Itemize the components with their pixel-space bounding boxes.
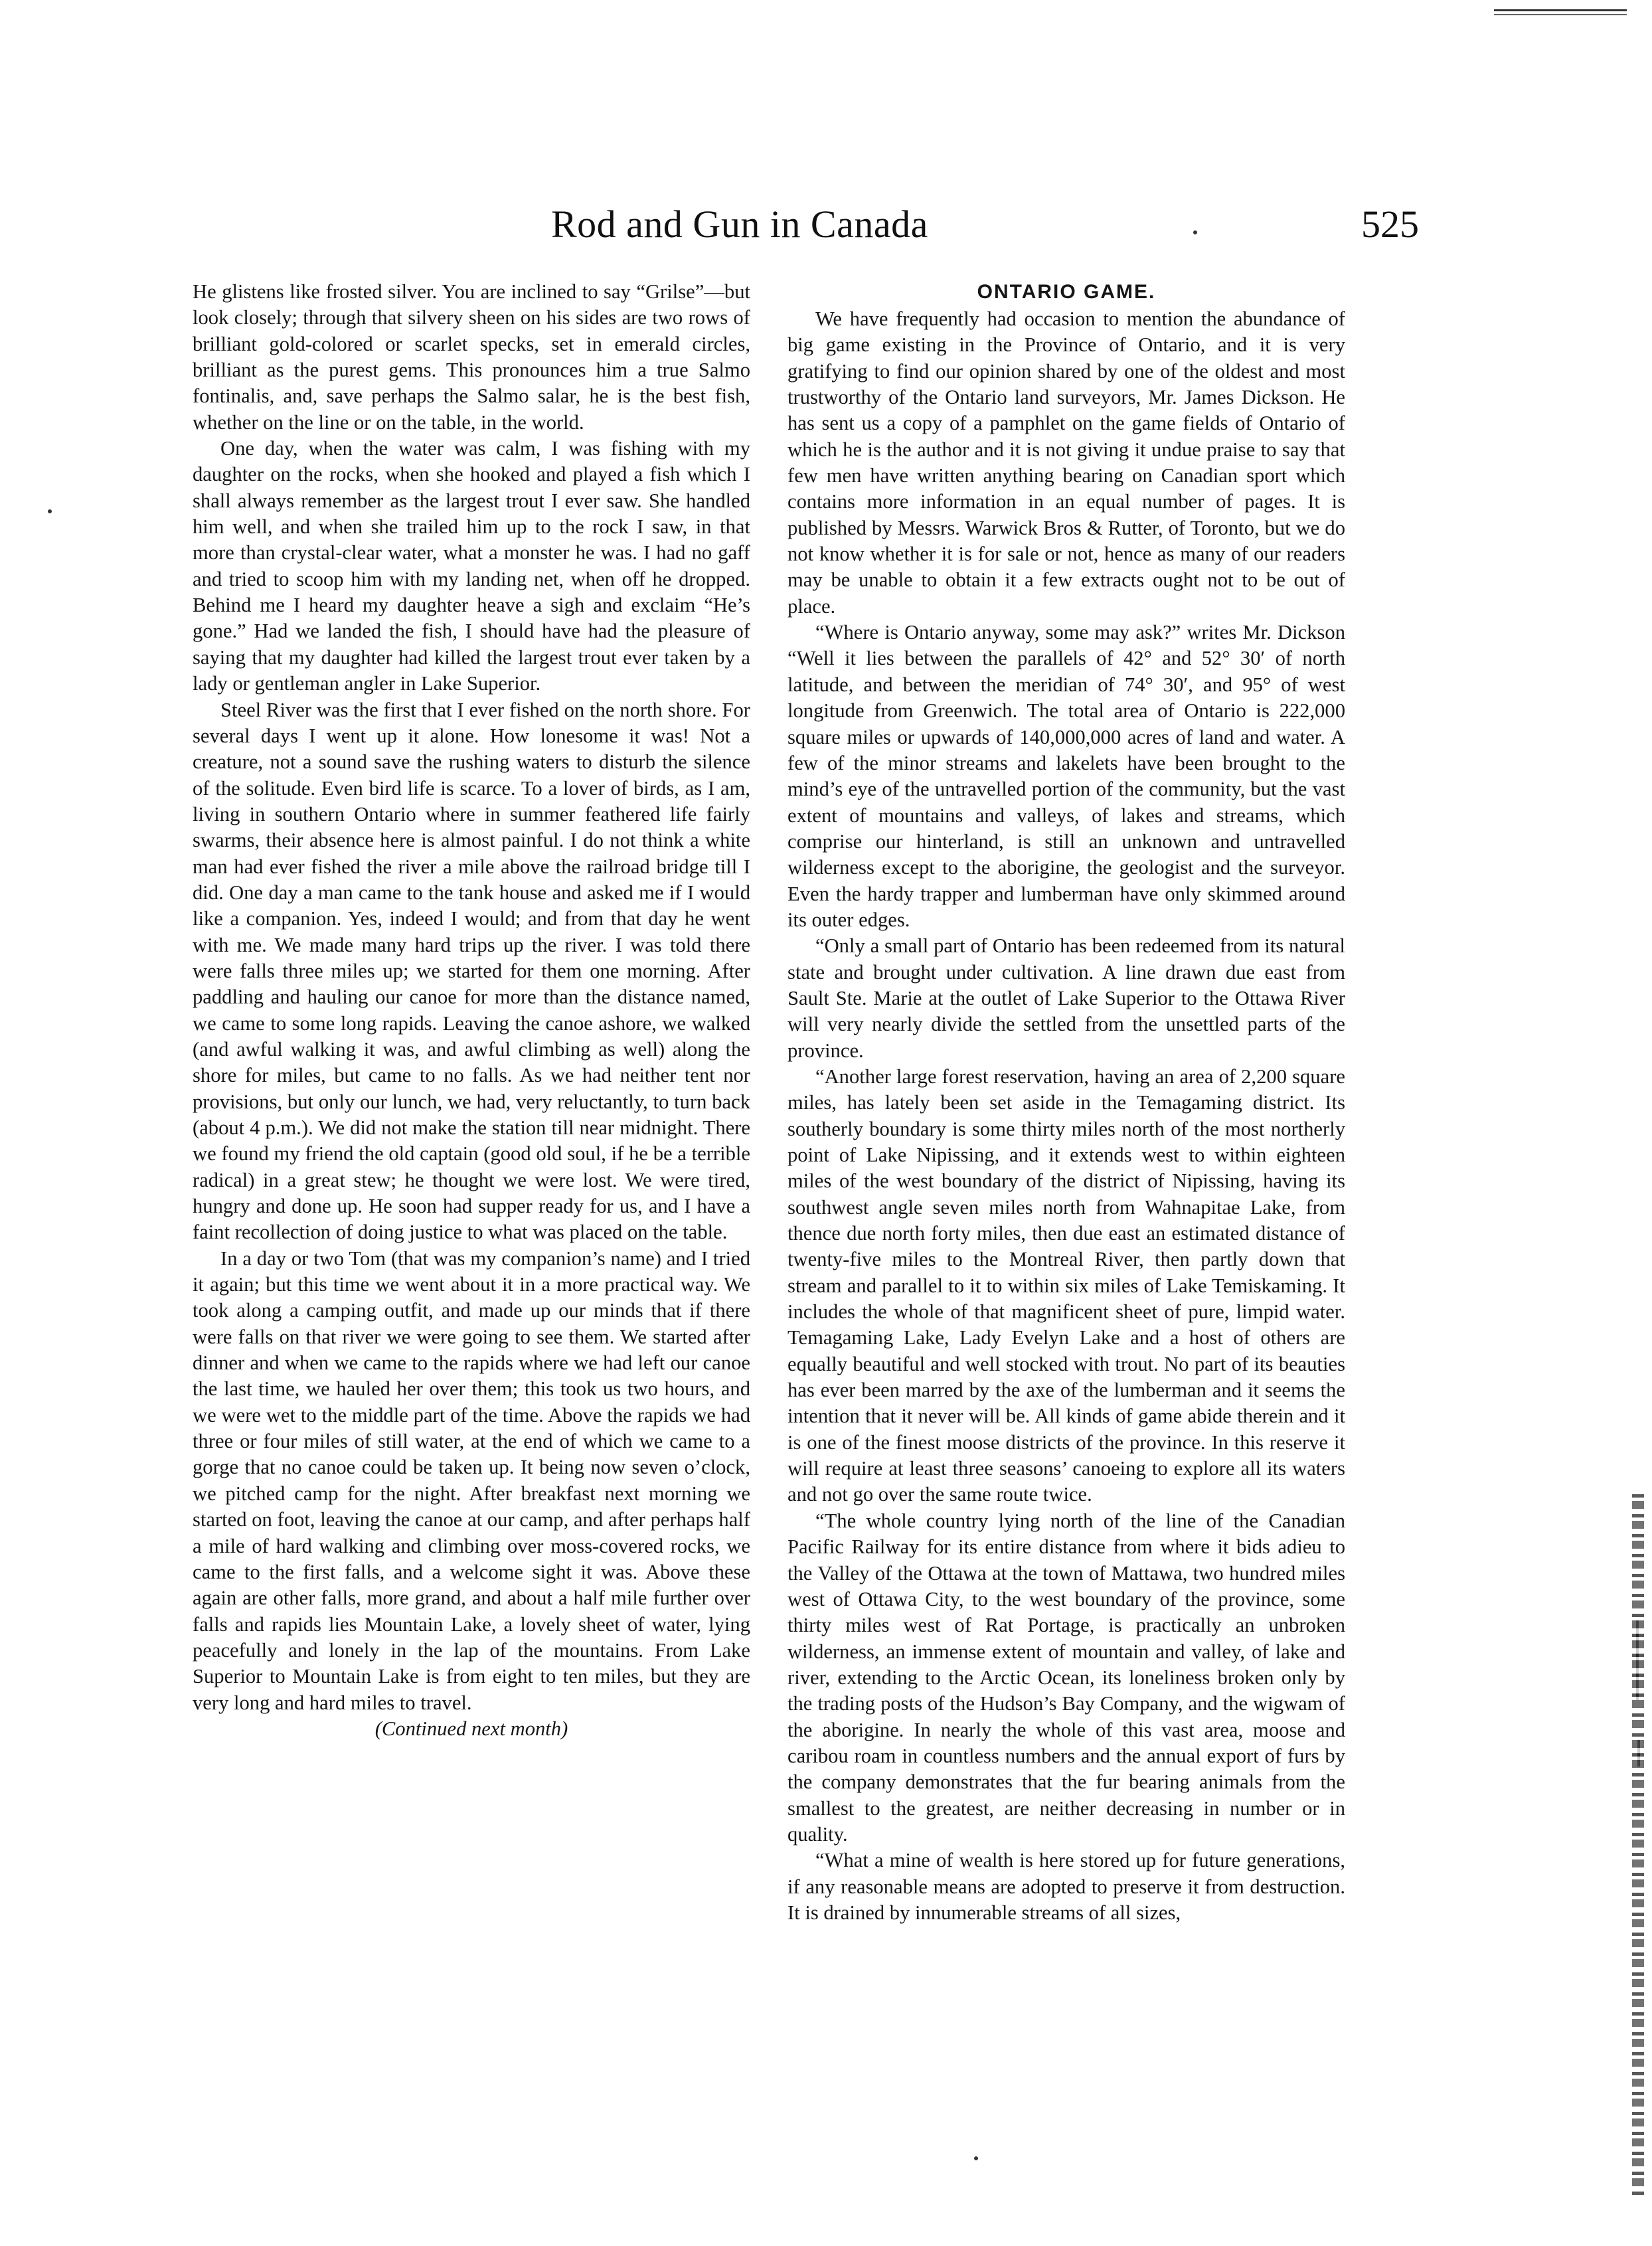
article-paragraph: He glistens like frosted silver. You are inclined to say “Grilse”—but look closely; through that silvery sheen on his sides are two rows of brilliant gold-colored or scarlet specks, set in emerald circles, brilliant as the purest gems. This pronounces him a true Salmo fontinalis, and, save perhaps the Salmo salar, he is the best fish, whether on the line or on the table, in the world.	[193, 280, 750, 434]
article-paragraph: “Only a small part of Ontario has been redeemed from its natural state and brought under cultivation. A line drawn due east from Sault Ste. Marie at the outlet of Lake Superior to the Ottawa River will very nearly divide the settled from the unsettled parts of the province.	[787, 934, 1345, 1062]
section-heading: ONTARIO GAME.	[977, 281, 1156, 303]
running-title: Rod and Gun in Canada	[551, 203, 928, 246]
article-paragraph: In a day or two Tom (that was my companion’s name) and I tried it again; but this time we went about it in a more practical way. We took along a camping outfit, and made up our minds that if there were falls on that river we were going to see them. We started after dinner and when we came to the rapids where we had left our canoe the last time, we hauled her over them; this took us two hours, and we were wet to the middle part of the time. Above the rapids we had three or four miles of still water, at the end of which we came to a gorge that no canoe could be taken up. It being now seven o’clock, we pitched camp for the night. After breakfast next morning we started on foot, leaving the canoe at our camp, and after perhaps half a mile of hard walking and climbing over moss-covered rocks, we came to the first falls, and a welcome sight it was. Above these again are other falls, more grand, and about a half mile further over falls and rapids lies Mountain Lake, a lovely sheet of water, lying peacefully and lonely in the lap of the mountains. From Lake Superior to Mountain Lake is from eight to ten miles, but they are very long and hard miles to travel.	[193, 1247, 750, 1714]
article-paragraph: Steel River was the first that I ever fished on the north shore. For several days I went up it alone. How lonesome it was! Not a creature, not a sound save the rushing waters to disturb the silence of the solitude. Even bird life is scarce. To a lover of birds, as I am, living in southern Ontario where in summer feathered life fairly swarms, their absence here is almost painful. I do not think a white man had ever fished the river a mile above the railroad bridge till I did. One day a man came to the tank house and asked me if I would like a companion. Yes, indeed I would; and from that day he went with me. We made many hard trips up the river. I was told there were falls three miles up; we started for them one morning. After paddling and hauling our canoe for more than the distance named, we came to some long rapids. Leaving the canoe ashore, we walked (and awful walking it was, and awful climbing as well) along the shore for miles, but came to no falls. As we had neither tent nor provisions, but only our lunch, we had, very reluctantly, to turn back (about 4 p.m.). We did not make the station till near midnight. There we found my friend the old captain (good old soul, if he be a terrible radical) in a great stew; he thought we were lost. We were tired, hungry and done up. He soon had supper ready for us, and I have a faint recollection of doing justice to what was placed on the table.	[193, 698, 750, 1244]
continued-note: (Continued next month)	[374, 1717, 568, 1740]
article-paragraph: We have frequently had occasion to mention the abundance of big game existing in the Province of Ontario, and it is very gratifying to find our opinion shared by one of the oldest and most trustworthy of the Ontario land surveyors, Mr. James Dickson. He has sent us a copy of a pamphlet on the game fields of Ontario of which he is the author and it is not giving it undue praise to say that few men have written anything bearing on Canadian sport which contains more information in an equal number of pages. It is published by Messrs. Warwick Bros & Rutter, of Toronto, but we do not know whether it is for sale or not, hence as many of our readers may be unable to obtain it a few extracts ought not to be out of place.	[787, 307, 1345, 618]
article-paragraph: “Where is Ontario anyway, some may ask?” writes Mr. Dickson “Well it lies between the parallels of 42° and 52° 30′ of north latitude, and between the meridian of 74° 30′, and 95° of west longitude from Greenwich. The total area of Ontario is 222,000 square miles or upwards of 140,000,000 acres of land and water. A few of the minor streams and lakelets have been brought to the mind’s eye of the untravelled portion of the community, but the vast extent of mountains and valleys, of lakes and streams, which comprise our hinterland, is still an unknown and untravelled wilderness except to the aborigine, the geologist and the surveyor. Even the hardy trapper and lumberman have only skimmed around its outer edges.	[787, 621, 1345, 931]
page-number: 525	[1361, 203, 1419, 246]
article-paragraph: “The whole country lying north of the line of the Canadian Pacific Railway for its entire distance from where it bids adieu to the Valley of the Ottawa at the town of Mattawa, two hundred miles west of Ottawa City, to the west boundary of the province, some thirty miles west of Rat Portage, is practically an unbroken wilderness, an immense extent of mountain and valley, of lake and river, extending to the Arctic Ocean, its loneliness broken only by the trading posts of the Hudson’s Bay Company, and the wigwam of the aborigine. In nearly the whole of this vast area, moose and caribou roam in countless numbers and the annual export of furs by the company demonstrates that the fur bearing animals from the smallest to the greatest, are neither decreasing in number or in quality.	[787, 1509, 1345, 1846]
article-paragraph: “What a mine of wealth is here stored up for future generations, if any reasonable means are adopted to preserve it from destruction. It is drained by innumerable streams of all sizes,	[787, 1849, 1345, 1924]
article-paragraph: “Another large forest reservation, having an area of 2,200 square miles, has lately been set aside in the Temagaming district. Its southerly boundary is some thirty miles north of the most northerly point of Lake Nipissing, and it extends west to within eighteen miles of the west boundary of the district of Nipissing, having its southwest angle seven miles north from Wahnapitae Lake, from thence due north forty miles, then due east an estimated distance of twenty-five miles to the Montreal River, then partly down that stream and parallel to it to within six miles of Lake Temiskaming. It includes the whole of that magnificent sheet of pure, limpid water. Temagaming Lake, Lady Evelyn Lake and a host of others are equally beautiful and well stocked with trout. No part of its beauties has ever been marred by the axe of the lumberman and it seems the intention that it never will be. All kinds of game abide therein and it is one of the finest moose districts of the province. In this reserve it will require at least three seasons’ canoeing to explore all its waters and not go over the same route twice.	[787, 1065, 1345, 1506]
article-paragraph: One day, when the water was calm, I was fishing with my daughter on the rocks, when she hooked and played a fish which I shall always remember as the largest trout I ever saw. She handled him well, and when she trailed him up to the rock I saw, in that more than crystal-clear water, what a monster he was. I had no gaff and tried to scoop him with my landing net, when off he dropped. Behind me I heard my daughter heave a sigh and exclaim “He’s gone.” Had we landed the fish, I should have had the pleasure of saying that my daughter had killed the largest trout ever taken by a lady or gentleman angler in Lake Superior.	[193, 437, 750, 695]
